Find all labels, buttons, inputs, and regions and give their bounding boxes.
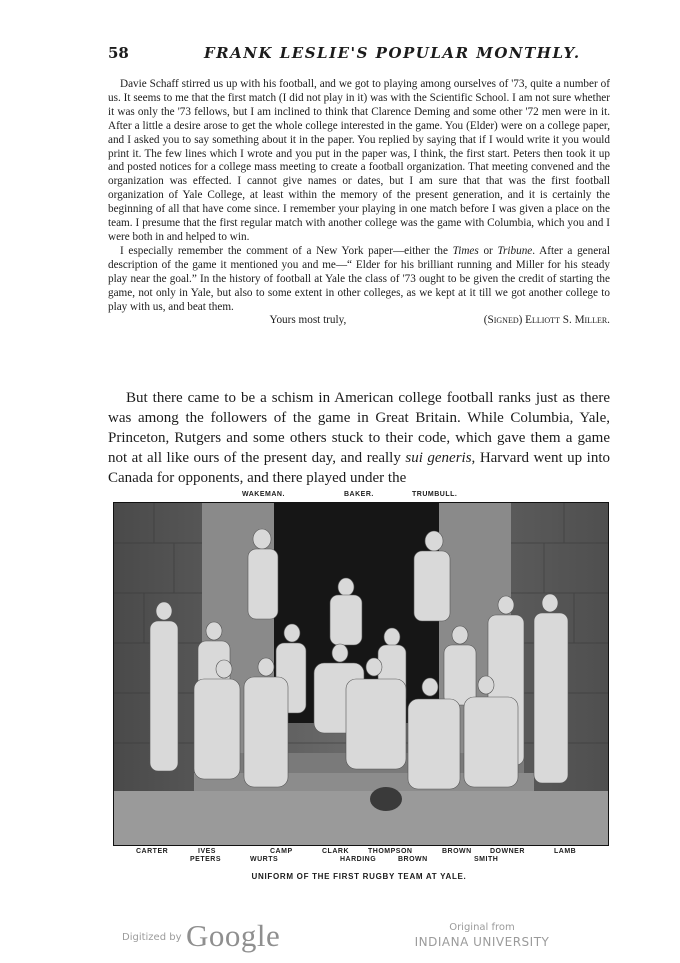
article-body xyxy=(108,388,610,488)
player-name-label: SMITH xyxy=(474,856,499,863)
running-head: FRANK LESLIE'S POPULAR MONTHLY. xyxy=(204,44,581,62)
letter-closing: Yours most truly, xyxy=(269,314,347,327)
letter-paragraph-2 xyxy=(108,245,610,315)
newspaper-name: Times xyxy=(452,244,479,257)
quoted-letter xyxy=(108,78,610,328)
player-name-label: WURTS xyxy=(250,856,279,863)
university-name: INDIANA UNIVERSITY xyxy=(414,935,550,949)
player-name-label: WAKEMAN. xyxy=(242,491,285,498)
body-paragraph xyxy=(108,388,610,488)
photo-bottom-labels xyxy=(108,848,610,868)
photo-top-labels xyxy=(108,491,610,501)
letter-paragraph-1: Davie Schaff stirred us up with his football, and we got to playing among ourselves of '73, quite a number of us. It seems to me that the first match (I did not play in it) was with the Scientific School. I am not sure whether it was only the '73 fellows, but I am inclined to think that Clarence Deming and some other '72 men were in it. After a little a desire arose to get the whole college interested in the game. You (Elder) were on a college paper, and I asked you to say something about it in the paper. You replied by saying that if I would write it you would print it. The few lines which I wrote and you put in the paper was, I think, the first start. Peters then took it up and posted notices for a college mass meeting to create a football organization. That meeting convened and the organization was effected. I cannot give names or dates, but I am sure that that was the first football organization of Yale College, at least within the memory of the present generation, and it is certainly the beginning of all that have come since. I remember your playing in one match before I was given a place on the team. I presume that the first regular match with another college was the game with Columbia, which you and I were both in and helped to win. xyxy=(108,78,610,243)
player-name-label: THOMPSON xyxy=(368,848,413,855)
letter-text: or xyxy=(478,244,498,257)
body-text: , Harvard went up into Canada for opponents, and there played under the xyxy=(108,450,610,486)
player-name-label: CLARK xyxy=(322,848,349,855)
google-logo: Google xyxy=(186,918,281,953)
letter-text: . After a general description of the game it mentioned you and me—“ Elder for his brilliant running and Miller for his steady play near the goal.” In the history of football at Yale the class of '73 ought to be given the credit of starting the game, not only in Yale, but also to some extent in other colleges, as we kept at it till we got another college to play with us, and beat them. xyxy=(108,244,610,313)
page-number: 58 xyxy=(108,44,129,62)
team-photo-illustration xyxy=(114,503,608,845)
digitized-by-text: Digitized by xyxy=(122,932,182,943)
original-from-text: Original from xyxy=(449,922,515,933)
page-header xyxy=(108,44,610,64)
letter-signature xyxy=(108,314,610,328)
player-name-label: TRUMBULL. xyxy=(412,491,458,498)
player-name-label: PETERS xyxy=(190,856,222,863)
player-name-label: BROWN xyxy=(442,848,472,855)
player-name-label: DOWNER xyxy=(490,848,525,855)
body-italic: sui generis xyxy=(405,450,472,466)
body-text: But there came to be a schism in American college football ranks just as there was among the followers of the game in Great Britain. While Columbia, Yale, Princeton, Rutgers and some others stuck to their code, which gave them a game not at all like ours of the present day, and really xyxy=(108,390,610,466)
player-name-label: BROWN xyxy=(398,856,428,863)
team-photograph xyxy=(113,502,609,846)
original-from-watermark xyxy=(412,922,552,949)
player-name-label: CAMP xyxy=(270,848,293,855)
player-name-label: IVES xyxy=(198,848,216,855)
player-name-label: HARDING xyxy=(340,856,377,863)
player-name-label: CARTER xyxy=(136,848,169,855)
player-name-label: LAMB xyxy=(554,848,577,855)
figure-caption: UNIFORM OF THE FIRST RUGBY TEAM AT YALE. xyxy=(251,872,467,881)
newspaper-name: Tribune xyxy=(497,244,533,257)
letter-text: I especially remember the comment of a New York paper—either the xyxy=(120,244,453,257)
player-name-label: BAKER. xyxy=(344,491,374,498)
letter-signed: (Signed) Elliott S. Miller. xyxy=(483,314,610,327)
